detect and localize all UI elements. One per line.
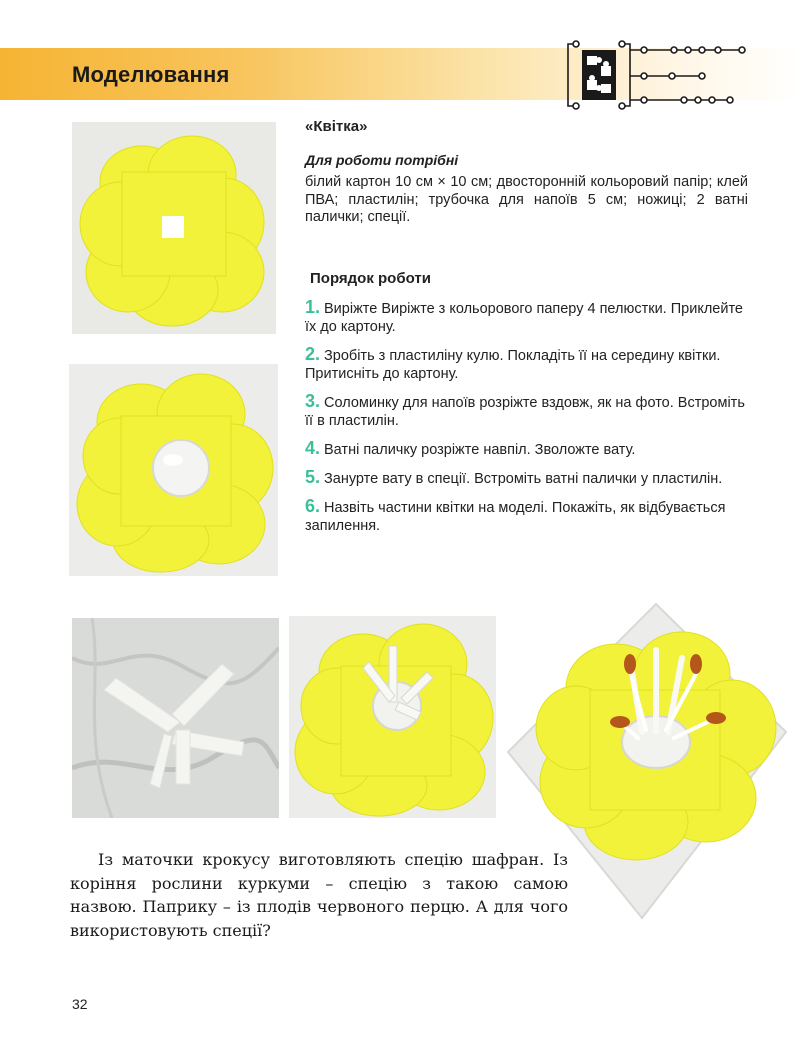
info-text: Із маточки крокусу виготовляють спецію шафран. Із коріння рослини куркуми – спецію з такою самою назвою. Паприку – із плодів червоного перцю. А для чого використовують спеції? — [70, 850, 568, 940]
materials-text: білий картон 10 см × 10 см; двосторонній кольоровий папір; клей ПВА; пластилін; трубочка для напоїв 5 см; ножиці; 2 ватні палички; спеції. — [305, 174, 748, 225]
step-number: 4. — [305, 438, 321, 458]
step-item — [305, 345, 745, 383]
page-number: 32 — [72, 996, 88, 1012]
photo-clay-ball — [69, 364, 278, 576]
step-number: 5. — [305, 467, 321, 487]
materials-heading: Для роботи потрібні — [305, 152, 459, 168]
step-item — [305, 497, 745, 535]
step-number: 2. — [305, 344, 321, 364]
steps-heading: Порядок роботи — [310, 270, 431, 287]
step-text: Назвіть частини квітки на моделі. Покажіть, як відбувається запилення. — [305, 500, 726, 534]
photo-straw-in-clay — [289, 616, 496, 818]
steps-list — [305, 298, 745, 544]
photo-cut-straw — [72, 618, 279, 818]
step-text: Соломинку для напоїв розріжте вздовж, як на фото. Встроміть її в пластилін. — [305, 395, 745, 429]
step-number: 3. — [305, 391, 321, 411]
step-item — [305, 439, 745, 459]
puzzle-icon — [560, 36, 760, 116]
step-text: Зробіть з пластиліну кулю. Покладіть її на середину квітки. Притисніть до картону. — [305, 348, 721, 382]
step-text: Занурте вату в спеції. Встроміть ватні палички у пластилін. — [324, 471, 723, 487]
step-item — [305, 298, 745, 336]
step-item — [305, 468, 745, 488]
photo-petals-on-card — [72, 122, 276, 334]
section-title: Моделювання — [72, 62, 230, 87]
step-text: Виріжте Виріжте з кольорового паперу 4 пелюстки. Приклейте їх до картону. — [305, 301, 744, 335]
activity-title: «Квітка» — [305, 118, 368, 135]
step-text: Ватні паличку розріжте навпіл. Зволожте вату. — [324, 442, 636, 458]
step-number: 1. — [305, 297, 321, 317]
step-number: 6. — [305, 496, 321, 516]
step-item — [305, 392, 745, 430]
